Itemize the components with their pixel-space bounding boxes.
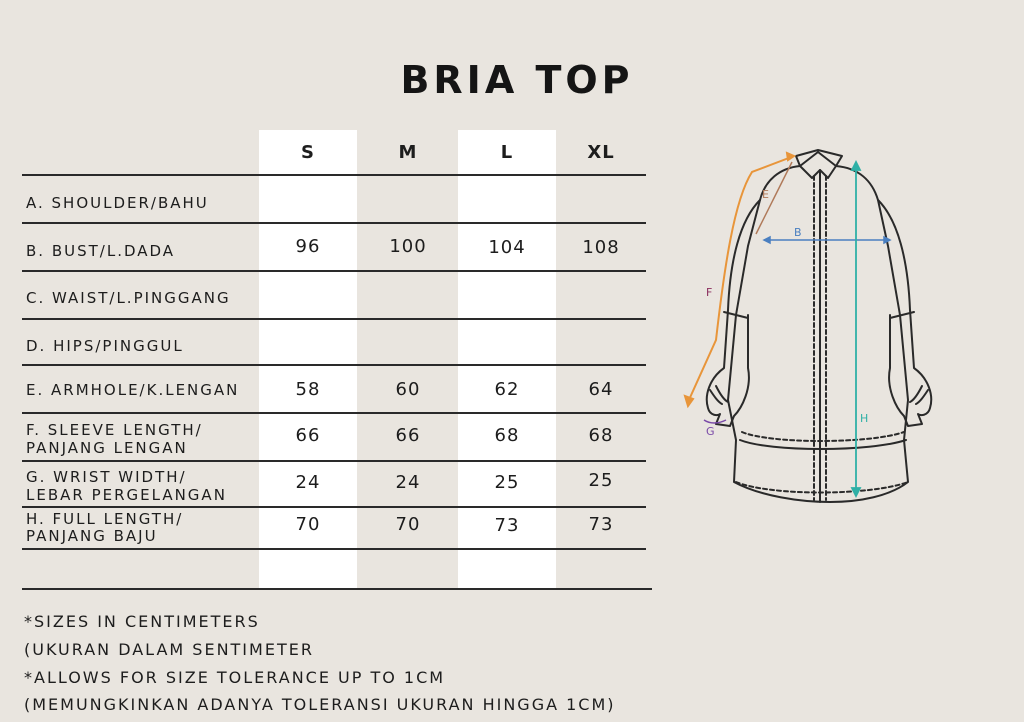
label-f: F bbox=[706, 286, 713, 299]
row-label-wrist-width-id: LEBAR PERGELANGAN bbox=[26, 486, 227, 504]
garment-diagram bbox=[670, 140, 970, 520]
value-bust-s: 96 bbox=[295, 236, 321, 257]
page-title: BRIA TOP bbox=[400, 58, 634, 102]
value-length-l: 73 bbox=[494, 515, 520, 536]
size-header-s: S bbox=[301, 142, 315, 163]
table-rule bbox=[22, 222, 646, 224]
row-label-full-length-id: PANJANG BAJU bbox=[26, 527, 158, 545]
value-wrist-s: 24 bbox=[295, 472, 321, 493]
label-b: B bbox=[794, 226, 802, 239]
row-label-wrist-width: G. WRIST WIDTH/ bbox=[26, 468, 187, 486]
row-label-hips: D. HIPS/PINGGUL bbox=[26, 337, 184, 355]
value-bust-m: 100 bbox=[389, 236, 427, 257]
label-g: G bbox=[706, 425, 715, 438]
value-bust-l: 104 bbox=[488, 237, 526, 258]
table-rule bbox=[22, 460, 646, 462]
row-label-sleeve-length-id: PANJANG LENGAN bbox=[26, 439, 188, 457]
value-armhole-xl: 64 bbox=[588, 379, 614, 400]
row-label-full-length: H. FULL LENGTH/ bbox=[26, 510, 184, 528]
value-length-m: 70 bbox=[395, 514, 421, 535]
value-wrist-xl: 25 bbox=[588, 470, 614, 491]
value-armhole-m: 60 bbox=[395, 379, 421, 400]
value-wrist-l: 25 bbox=[494, 472, 520, 493]
value-length-xl: 73 bbox=[588, 514, 614, 535]
row-label-armhole: E. ARMHOLE/K.LENGAN bbox=[26, 381, 240, 399]
note-tolerance: *ALLOWS FOR SIZE TOLERANCE UP TO 1CM bbox=[24, 668, 446, 687]
value-sleeve-xl: 68 bbox=[588, 425, 614, 446]
table-rule bbox=[22, 174, 646, 176]
table-rule bbox=[22, 548, 646, 550]
measure-g bbox=[704, 420, 726, 423]
value-sleeve-m: 66 bbox=[395, 425, 421, 446]
size-header-m: M bbox=[398, 142, 418, 163]
size-header-l: L bbox=[500, 142, 514, 163]
value-sleeve-s: 66 bbox=[295, 425, 321, 446]
body-outline bbox=[728, 166, 908, 502]
value-length-s: 70 bbox=[295, 514, 321, 535]
table-rule bbox=[22, 506, 646, 508]
row-label-bust: B. BUST/L.DADA bbox=[26, 242, 176, 260]
value-armhole-s: 58 bbox=[295, 379, 321, 400]
note-sizes-cm: *SIZES IN CENTIMETERS bbox=[24, 612, 260, 631]
value-sleeve-l: 68 bbox=[494, 425, 520, 446]
label-e: E bbox=[762, 188, 769, 201]
value-armhole-l: 62 bbox=[494, 379, 520, 400]
row-label-sleeve-length: F. SLEEVE LENGTH/ bbox=[26, 421, 203, 439]
size-header-xl: XL bbox=[587, 142, 615, 163]
label-h: H bbox=[860, 412, 869, 425]
measure-h bbox=[852, 162, 860, 496]
table-rule bbox=[22, 412, 646, 414]
value-bust-xl: 108 bbox=[582, 237, 620, 258]
table-rule bbox=[22, 364, 646, 366]
row-label-shoulder: A. SHOULDER/BAHU bbox=[26, 194, 209, 212]
row-label-waist: C. WAIST/L.PINGGANG bbox=[26, 289, 231, 307]
note-tolerance-id: (MEMUNGKINKAN ADANYA TOLERANSI UKURAN HINGGA 1CM) bbox=[24, 695, 616, 714]
table-rule bbox=[22, 270, 646, 272]
value-wrist-m: 24 bbox=[395, 472, 421, 493]
table-rule bbox=[22, 318, 646, 320]
note-sizes-cm-id: (UKURAN DALAM SENTIMETER bbox=[24, 640, 314, 659]
table-rule bbox=[22, 588, 652, 590]
